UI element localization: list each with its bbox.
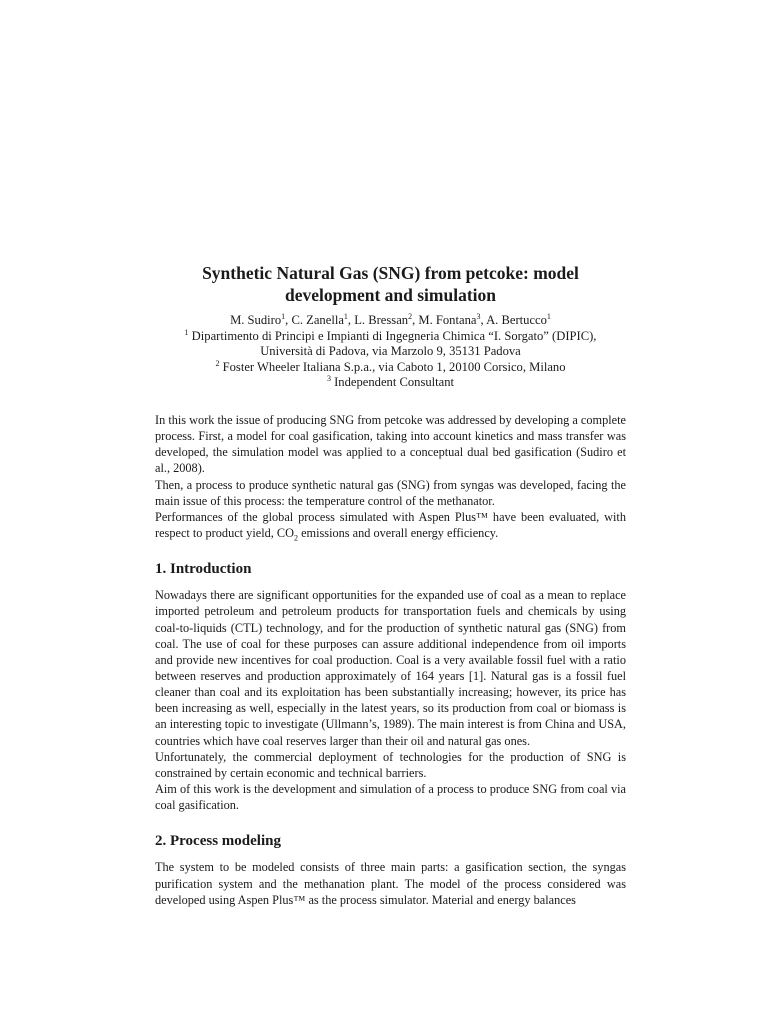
paper-page: [155, 262, 626, 908]
abstract-text: emissions and overall energy efficiency.: [298, 526, 499, 541]
subscript: 2: [294, 533, 298, 543]
affiliation-marker: 1: [546, 311, 551, 321]
affiliation-text: Dipartimento di Principi e Impianti di Ingegneria Chimica “I. Sorgato” (DIPIC),: [188, 328, 597, 343]
abstract-paragraph-3: [155, 509, 626, 541]
affiliation-marker: 1: [281, 311, 286, 321]
affiliation-text: Independent Consultant: [330, 375, 455, 390]
affiliation-text: Foster Wheeler Italiana S.p.a., via Caboto 1, 20100 Corsico, Milano: [219, 359, 566, 374]
affiliation-1-cont: Università di Padova, via Marzolo 9, 35131 Padova: [260, 344, 521, 359]
affiliation-marker: 3: [476, 311, 481, 321]
author-list: [155, 313, 626, 329]
affiliation-marker: 1: [184, 327, 189, 337]
introduction-paragraph-1: Nowadays there are significant opportunities for the expanded use of coal as a mean to replace imported petroleum and petroleum products for transportation fuels and chemicals by using coal-to-liquids (CTL) technology, and for the production of synthetic natural gas (SNG) from coal. The use of coal for these purposes can assure additional independence from oil imports and provide new incentives for coal production. Coal is a very available fossil fuel with a ratio between reserves and production approximately of 164 years [1]. Natural gas is a fossil fuel cleaner than coal and its exploitation has been substantially increasing; however, its price has been increasing as well, especially in the latest years, so its production from coal or biomass is an interesting topic to investigate (Ullmann’s, 1989). The main interest is from China and USA, countries which have coal reserves larger than their oil and natural gas ones.: [155, 588, 626, 748]
introduction-paragraph-3: Aim of this work is the development and simulation of a process to produce SNG from coal via coal gasification.: [155, 782, 626, 813]
affiliation-marker: 3: [326, 374, 331, 384]
author-name: , C. Zanella: [285, 313, 344, 327]
abstract-text: Performances of the global process simulated with Aspen Plus™ have been evaluated, with respect to product yield, CO: [155, 509, 626, 541]
abstract-paragraph-1: In this work the issue of producing SNG from petcoke was addressed by developing a complete process. First, a model for coal gasification, taking into account kinetics and mass transfer was developed, the simulation model was applied to a conceptual dual bed gasification (Sudiro et al., 2008).: [155, 412, 626, 476]
author-name: , A. Bertucco: [480, 313, 547, 327]
introduction-paragraph-2: Unfortunately, the commercial deployment of technologies for the production of SNG is constrained by certain economic and technical barriers.: [155, 749, 626, 780]
paper-title: [155, 262, 626, 306]
affiliation-marker: 2: [408, 311, 413, 321]
abstract: [155, 412, 626, 541]
author-name: M. Sudiro: [230, 313, 282, 327]
affiliation-3: [155, 375, 626, 391]
section-heading-process-modeling: 2. Process modeling: [155, 833, 281, 850]
abstract-paragraph-2: Then, a process to produce synthetic natural gas (SNG) from syngas was developed, facing the main issue of this process: the temperature control of the methanator.: [155, 477, 626, 508]
author-name: , L. Bressan: [347, 313, 409, 327]
process-modeling-paragraph-1: The system to be modeled consists of three main parts: a gasification section, the syngas purification system and the methanation plant. The model of the process considered was developed using Aspen Plus™ as the process simulator. Material and energy balances: [155, 860, 626, 907]
author-block: [155, 313, 626, 391]
section-heading-introduction: 1. Introduction: [155, 561, 252, 578]
affiliation-2: [155, 360, 626, 376]
affiliation-marker: 1: [343, 311, 348, 321]
affiliation-1: [155, 329, 626, 345]
title-line-2: development and simulation: [285, 285, 496, 305]
author-name: , M. Fontana: [412, 313, 477, 327]
title-line-1: Synthetic Natural Gas (SNG) from petcoke: model: [202, 263, 579, 283]
affiliation-marker: 2: [215, 358, 220, 368]
